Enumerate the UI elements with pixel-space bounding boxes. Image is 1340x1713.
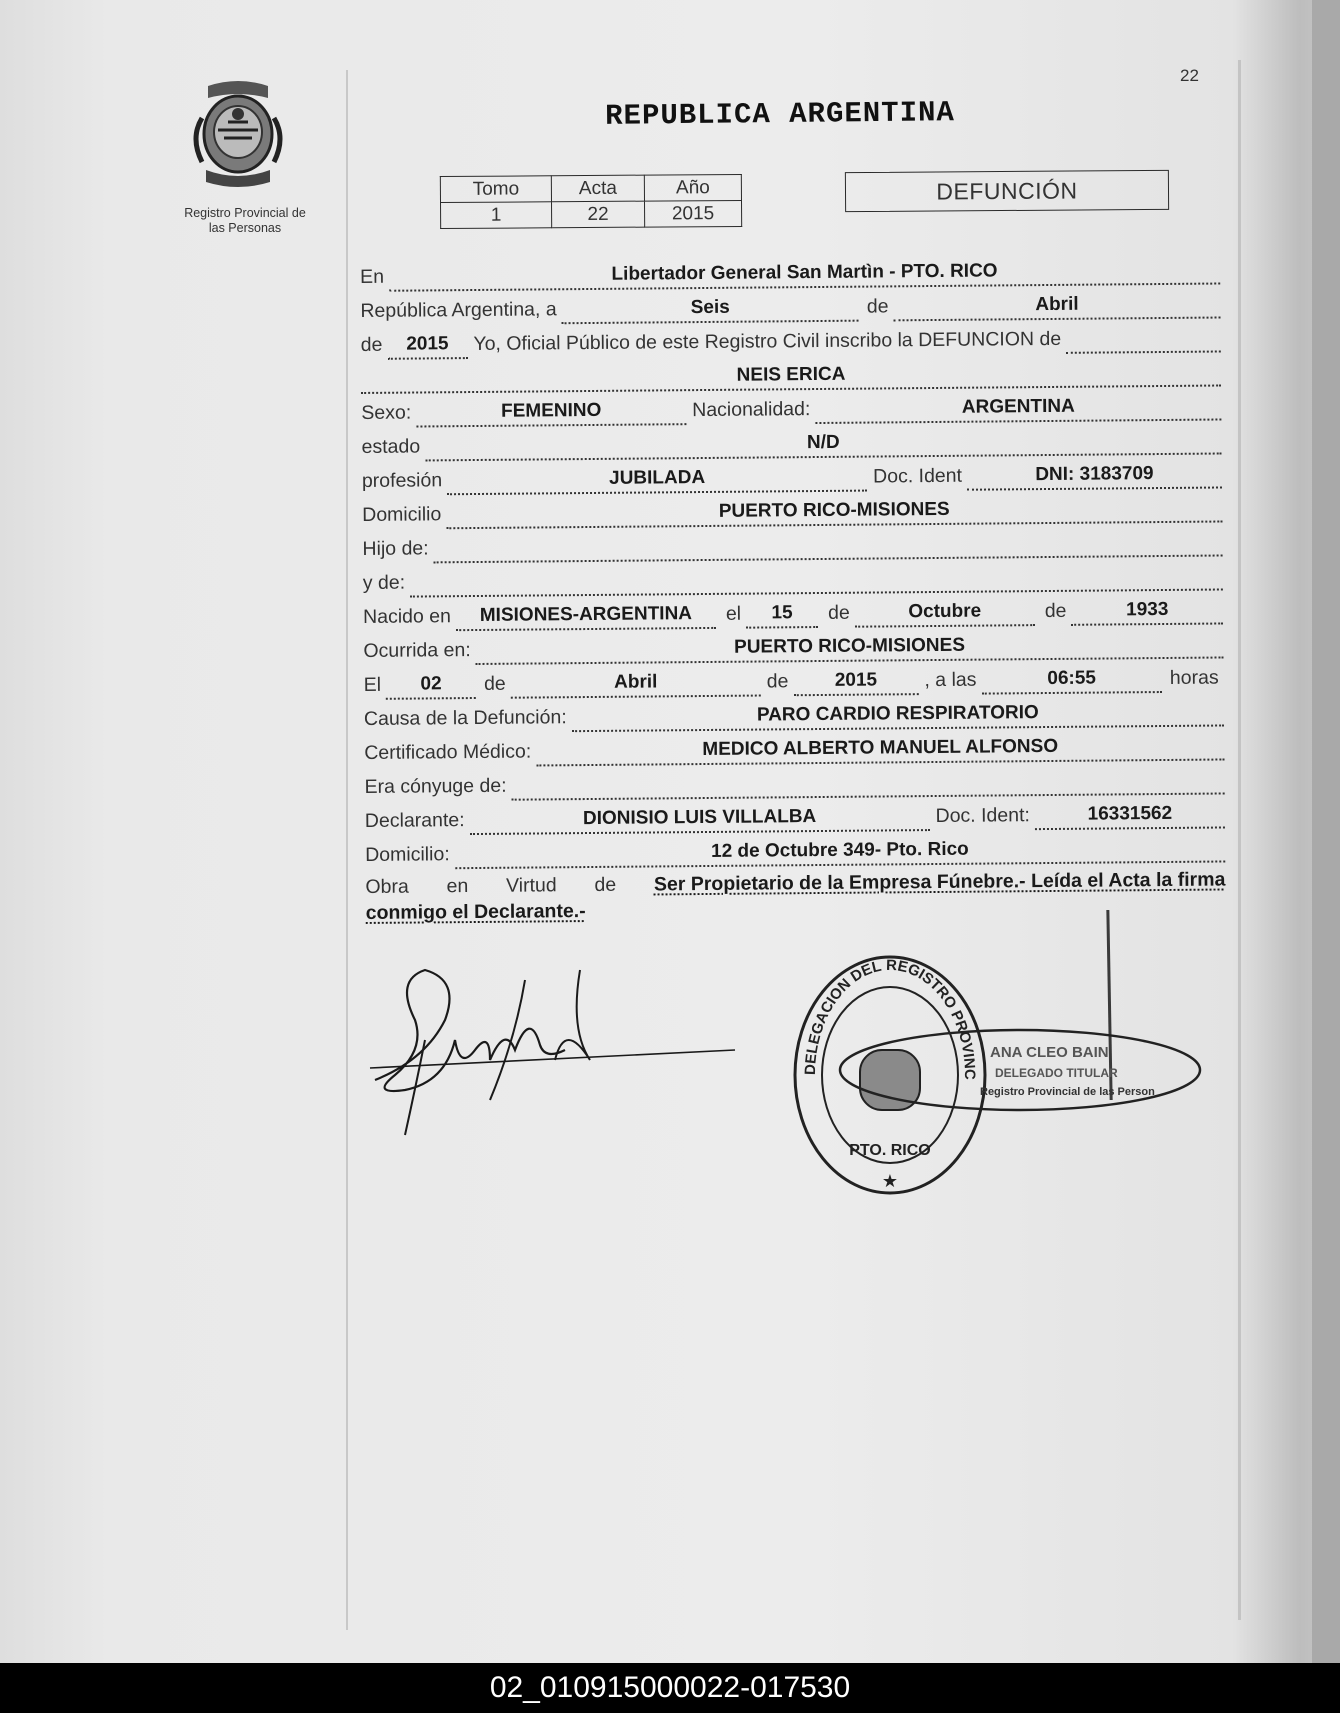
nationality-value: ARGENTINA	[815, 394, 1221, 424]
sex-label: Sexo:	[361, 401, 412, 424]
acting-as-word: Obra	[365, 875, 409, 898]
seal-inner-text: PTO. RICO	[849, 1142, 931, 1159]
occurred-value: PUERTO RICO-MISIONES	[476, 632, 1224, 665]
month-value: Abril	[893, 292, 1220, 321]
record-number-table	[440, 174, 742, 229]
civil-status-label: estado	[361, 435, 421, 458]
cause-label: Causa de la Defunción:	[363, 706, 567, 730]
logo-caption	[160, 206, 330, 236]
record-header-acta: Acta	[551, 175, 644, 202]
acting-as-reason: Ser Propietario de la Empresa Fúnebre.- Leída el Acta la firma	[653, 868, 1226, 896]
record-value-acta: 22	[552, 201, 645, 228]
and-of-label: y de:	[362, 571, 406, 594]
declarant-address-value: 12 de Octubre 349- Pto. Rico	[455, 836, 1226, 869]
address-value: PUERTO RICO-MISIONES	[446, 496, 1222, 529]
declarant-signature	[365, 950, 745, 1145]
acting-as-reason-continued: conmigo el Declarante.-	[365, 900, 586, 924]
svg-text:★: ★	[881, 1171, 899, 1191]
declarant-label: Declarante:	[364, 809, 465, 832]
record-value-anio: 2015	[644, 200, 741, 227]
acting-as-word: Virtud	[505, 874, 557, 897]
logo-caption-line-2: las Personas	[208, 221, 282, 235]
day-value: Seis	[562, 296, 859, 325]
republica-label: República Argentina, a	[360, 298, 557, 322]
death-time-value: 06:55	[981, 667, 1162, 695]
record-value-tomo: 1	[441, 202, 552, 229]
declarant-value: DIONISIO LUIS VILLALBA	[469, 805, 929, 835]
profession-label: profesión	[361, 469, 443, 492]
year-value: 2015	[387, 333, 467, 360]
record-header-anio: Año	[644, 174, 741, 201]
certificate-label: Certificado Médico:	[364, 740, 532, 764]
signature-scribble-icon	[365, 950, 745, 1140]
death-day-value: 02	[386, 673, 476, 700]
document-type-box: DEFUNCIÓN	[845, 170, 1169, 212]
acting-as-word: de	[594, 873, 617, 896]
birth-de-label-2: de	[1044, 599, 1067, 623]
record-header-tomo: Tomo	[440, 176, 551, 203]
province-coat-of-arms-logo	[170, 78, 310, 190]
at-hours-label: , a las	[924, 668, 977, 692]
death-month-value: Abril	[511, 671, 761, 699]
civil-status-value: N/D	[425, 428, 1222, 461]
death-year-value: 2015	[793, 669, 918, 696]
registry-seal-stamp	[790, 955, 1210, 1210]
logo-caption-line-1: Registro Provincial de	[184, 206, 306, 220]
birth-year-value: 1933	[1071, 598, 1223, 625]
barcode-id-text: 02_010915000022-017530	[489, 1671, 851, 1704]
birth-el-label: el	[725, 602, 742, 625]
occurred-label: Ocurrida en:	[363, 639, 471, 662]
barcode-id-bar	[0, 1663, 1340, 1713]
seal-outer-text: DELEGACION DEL REGISTRO PROVINC	[801, 956, 979, 1080]
nationality-label: Nacionalidad:	[692, 398, 811, 422]
cause-value: PARO CARDIO RESPIRATORIO	[572, 700, 1224, 732]
record-table-header-row	[440, 174, 741, 202]
seal-oval-line-2: DELEGADO TITULAR	[995, 1066, 1118, 1080]
death-de-label-1: de	[483, 672, 506, 695]
doc-id-value: DNI: 3183709	[967, 462, 1222, 490]
seal-oval-line-3: Registro Provincial de las Person	[980, 1086, 1155, 1098]
declarant-address-label: Domicilio:	[365, 843, 450, 866]
deceased-name-value: NEIS ERICA	[361, 360, 1221, 394]
page-fold-line	[346, 70, 348, 1630]
page-number: 22	[1180, 66, 1199, 85]
certificate-value: MEDICO ALBERTO MANUEL ALFONSO	[536, 734, 1224, 766]
page-edge-line	[1238, 60, 1241, 1620]
birthplace-value: MISIONES-ARGENTINA	[456, 603, 716, 631]
coat-of-arms-icon	[188, 78, 288, 190]
birth-day-value: 15	[746, 602, 818, 629]
profession-value: JUBILADA	[447, 466, 867, 496]
death-el-label: El	[363, 673, 382, 696]
spouse-label: Era cónyuge de:	[364, 774, 507, 798]
doc-id-label: Doc. Ident	[873, 464, 963, 488]
declarant-doc-value: 16331562	[1035, 802, 1225, 830]
birth-de-label-1: de	[827, 601, 850, 624]
acting-as-word: en	[446, 875, 469, 898]
seal-oval-line-1: ANA CLEO BAIN	[990, 1044, 1109, 1061]
born-in-label: Nacido en	[363, 605, 452, 628]
date-de-label: de	[866, 295, 889, 318]
official-statement: Yo, Oficial Público de este Registro Civil inscribo la DEFUNCION de	[473, 327, 1062, 356]
hours-label: horas	[1169, 666, 1219, 689]
year-de-label: de	[360, 333, 383, 356]
birth-month-value: Octubre	[855, 600, 1035, 628]
place-value: Libertador General San Martìn - PTO. RICO	[389, 258, 1220, 291]
address-label: Domicilio	[362, 503, 442, 526]
child-of-label: Hijo de:	[362, 537, 429, 560]
statement-trailing-blank	[1066, 326, 1221, 353]
seal-stamp-icon	[790, 955, 1210, 1205]
record-table-value-row	[441, 200, 742, 228]
sex-value: FEMENINO	[416, 399, 686, 427]
place-label: En	[360, 265, 385, 288]
death-de-label-2: de	[766, 670, 789, 693]
declarant-doc-label: Doc. Ident:	[935, 804, 1030, 827]
scanner-edge	[1312, 0, 1340, 1663]
document-title: REPUBLICA ARGENTINA	[605, 96, 955, 133]
